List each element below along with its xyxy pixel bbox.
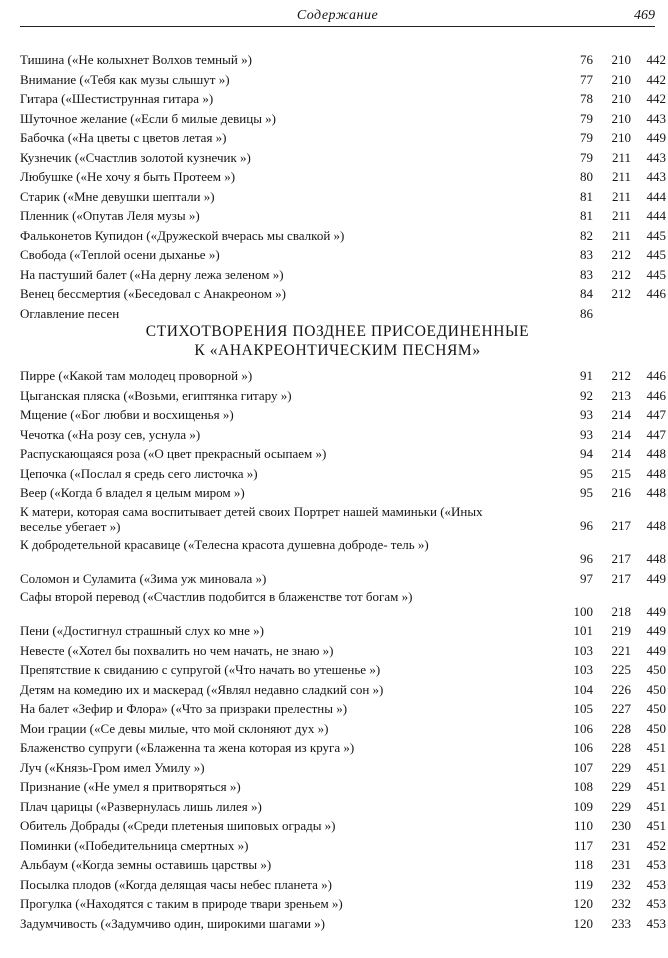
toc-entry-page-3: 448 bbox=[646, 446, 666, 461]
toc-entry bbox=[20, 503, 666, 536]
toc-entry-page-3: 445 bbox=[646, 266, 666, 282]
toc-entry-page-2: 210 bbox=[611, 130, 631, 145]
toc-entry-page-3: 443 bbox=[646, 149, 666, 165]
toc-entry-page-2: 212 bbox=[611, 368, 631, 383]
toc-entry-page-1: 80 bbox=[580, 169, 593, 184]
toc-entry-page-3: 443 bbox=[646, 169, 666, 184]
toc-entry-page-2: 231 bbox=[611, 857, 631, 872]
toc-entry-page-1: 100 bbox=[573, 603, 593, 619]
toc-entry bbox=[20, 167, 666, 187]
toc-entry-page-3: 442 bbox=[646, 91, 666, 106]
toc-entry-title: Признание («Не умел я притворяться ») bbox=[20, 779, 241, 794]
toc-entry-title: Блаженство супруги («Блаженна та жена которая из круга ») bbox=[20, 740, 355, 755]
toc-entry-page-1: 84 bbox=[580, 286, 593, 301]
toc-entry-page-3: 449 bbox=[646, 570, 666, 586]
toc-entry-page-2: 211 bbox=[611, 149, 631, 165]
toc-entry-title: Мщение («Бог любви и восхищенья ») bbox=[20, 407, 234, 422]
toc-entry-page-3: 448 bbox=[646, 551, 666, 566]
toc-entry-page-2: 221 bbox=[611, 642, 631, 658]
toc-entry-page-3: 445 bbox=[646, 247, 666, 262]
toc-entry bbox=[20, 855, 666, 875]
toc-entry-page-2: 211 bbox=[611, 208, 631, 223]
toc-entry bbox=[20, 588, 666, 621]
toc-entry-page-3: 450 bbox=[646, 681, 666, 697]
toc-entry-title: Альбаум («Когда земны оставишь царствы ») bbox=[20, 857, 272, 872]
toc-entry-page-1: 79 bbox=[580, 110, 593, 126]
toc-entry-page-1: 119 bbox=[573, 876, 593, 892]
toc-entry bbox=[20, 50, 666, 70]
toc-entry-page-1: 108 bbox=[573, 779, 593, 794]
toc-entry-title: Препятствие к свиданию с супругой («Что начать во утешенье ») bbox=[20, 662, 381, 677]
toc-entry bbox=[20, 758, 666, 778]
toc-entry bbox=[20, 464, 666, 484]
toc-entry-title: Пленник («Опутав Леля музы ») bbox=[20, 208, 200, 223]
toc-entry-page-2: 217 bbox=[611, 518, 631, 533]
toc-entry-page-3: 451 bbox=[646, 818, 666, 833]
toc-entry-page-2: 230 bbox=[611, 818, 631, 833]
toc-entry-page-3: 446 bbox=[646, 286, 666, 301]
toc-entry-title: Фальконетов Купидон («Дружеской вчерась мы свалкой ») bbox=[20, 227, 345, 243]
toc-entry-page-2: 216 bbox=[611, 485, 631, 500]
toc-entry-page-1: 79 bbox=[580, 130, 593, 145]
toc-entry bbox=[20, 206, 666, 226]
toc-entry-title: Пени («Достигнул страшный слух ко мне ») bbox=[20, 623, 264, 638]
toc-entry-page-1: 117 bbox=[573, 837, 593, 853]
toc-entry-page-2: 211 bbox=[611, 169, 631, 184]
toc-entry-title: Гитара («Шестиструнная гитара ») bbox=[20, 91, 214, 106]
toc-entry-page-1: 78 bbox=[580, 91, 593, 106]
toc-entry-page-2: 211 bbox=[611, 188, 631, 204]
toc-entry-title: Старик («Мне девушки шептали ») bbox=[20, 188, 215, 204]
toc-entry-title: Мои грации («Се девы милые, что мой склоняют дух ») bbox=[20, 720, 329, 736]
toc-entry bbox=[20, 89, 666, 109]
toc-entry-title: Венец бессмертия («Беседовал с Анакреоном ») bbox=[20, 286, 286, 301]
toc-entry bbox=[20, 265, 666, 285]
toc-entry-page-1: 120 bbox=[573, 896, 593, 911]
toc-entry-title: Обитель Добрады («Среди плетеныя шиповых ограды ») bbox=[20, 818, 336, 833]
toc-entry bbox=[20, 536, 666, 569]
toc-entry-page-1: 120 bbox=[573, 915, 593, 931]
toc-entry-page-2: 229 bbox=[611, 798, 631, 814]
toc-entry-page-2: 232 bbox=[611, 876, 631, 892]
toc-entry-page-2: 210 bbox=[611, 52, 631, 67]
toc-section-later-poems bbox=[20, 366, 666, 933]
toc-entry-page-2: 214 bbox=[611, 446, 631, 461]
toc-entry-page-2: 218 bbox=[611, 603, 631, 619]
toc-entry-page-1: 105 bbox=[573, 701, 593, 716]
toc-entry-title: Прогулка («Находятся с таким в природе твари зреньем ») bbox=[20, 896, 343, 911]
toc-entry-page-1: 91 bbox=[580, 368, 593, 383]
toc-entry-page-2: 215 bbox=[611, 465, 631, 481]
toc-entry-page-2: 226 bbox=[611, 681, 631, 697]
toc-entry-page-2: 233 bbox=[611, 915, 631, 931]
toc-entry-page-3: 449 bbox=[646, 603, 666, 619]
toc-entry-page-1: 83 bbox=[580, 266, 593, 282]
section-heading-line-2: К «АНАКРЕОНТИЧЕСКИМ ПЕСНЯМ» bbox=[194, 342, 481, 359]
toc-entry-page-3: 448 bbox=[646, 518, 666, 533]
toc-entry-page-1: 93 bbox=[580, 426, 593, 442]
toc-entry-page-3: 453 bbox=[646, 857, 666, 872]
toc-entry-page-1: 95 bbox=[580, 465, 593, 481]
toc-entry-page-3: 443 bbox=[646, 110, 666, 126]
toc-entry-title: Внимание («Тебя как музы слышут ») bbox=[20, 71, 230, 87]
toc-entry-page-3: 442 bbox=[646, 52, 666, 67]
toc-entry-title: Веер («Когда б владел я целым миром ») bbox=[20, 485, 245, 500]
toc-entry-page-2: 232 bbox=[611, 896, 631, 911]
toc-entry-page-1: 104 bbox=[573, 681, 593, 697]
toc-entry-page-1: 86 bbox=[580, 305, 593, 321]
toc-entry-page-3: 451 bbox=[646, 740, 666, 755]
toc-entry-title: Цыганская пляска («Возьми, египтянка гитару ») bbox=[20, 387, 292, 403]
toc-entry-page-1: 97 bbox=[580, 570, 593, 586]
toc-entry-page-1: 81 bbox=[580, 208, 593, 223]
section-heading-line-1: СТИХОТВОРЕНИЯ ПОЗДНЕЕ ПРИСОЕДИНЕННЫЕ bbox=[145, 323, 530, 340]
toc-entry-title: Чечотка («На розу сев, уснула ») bbox=[20, 426, 201, 442]
toc-entry bbox=[20, 425, 666, 445]
toc-entry-page-1: 82 bbox=[580, 227, 593, 243]
toc-entry bbox=[20, 699, 666, 719]
toc-entry-page-2: 210 bbox=[611, 91, 631, 106]
toc-entry-page-2: 214 bbox=[611, 426, 631, 442]
toc-entry bbox=[20, 914, 666, 934]
toc-entry-page-1: 96 bbox=[580, 551, 593, 566]
toc-entry-page-2: 228 bbox=[611, 740, 631, 755]
toc-entry-page-3: 446 bbox=[646, 368, 666, 383]
toc-entry bbox=[20, 797, 666, 817]
toc-entry bbox=[20, 366, 666, 386]
toc-entry-page-1: 106 bbox=[573, 720, 593, 736]
toc-entry bbox=[20, 738, 666, 758]
toc-entry bbox=[20, 405, 666, 425]
toc-entry-page-2: 211 bbox=[611, 227, 631, 243]
toc-entry-page-3: 442 bbox=[646, 71, 666, 87]
toc-entry-title: Сафы второй перевод («Счастлив подобится в блаженстве тот богам ») bbox=[20, 589, 413, 604]
toc-entry bbox=[20, 836, 666, 856]
toc-entry bbox=[20, 483, 666, 503]
toc-entry-page-2: 228 bbox=[611, 720, 631, 736]
toc-entry-page-1: 81 bbox=[580, 188, 593, 204]
toc-entry-page-3: 450 bbox=[646, 662, 666, 677]
toc-entry-title: Бабочка («На цветы с цветов летая ») bbox=[20, 130, 227, 145]
toc-entry-page-1: 77 bbox=[580, 71, 593, 87]
toc-entry-page-1: 79 bbox=[580, 149, 593, 165]
toc-entry-title: Пирре («Какой там молодец проворной ») bbox=[20, 368, 253, 383]
toc-entry bbox=[20, 187, 666, 207]
toc-entry-title: Детям на комедию их и маскерад («Являл недавно сладкий сон ») bbox=[20, 681, 384, 697]
toc-entry-page-2: 225 bbox=[611, 662, 631, 677]
toc-entry bbox=[20, 660, 666, 680]
toc-entry-page-1: 103 bbox=[573, 662, 593, 677]
toc-entry-title: На балет «Зефир и Флора» («Что за призраки прелестны ») bbox=[20, 701, 348, 716]
toc-entry-page-3: 453 bbox=[646, 896, 666, 911]
toc-entry-title: Оглавление песен bbox=[20, 305, 120, 321]
toc-entry-title: Цепочка («Послал я средь сего листочка ») bbox=[20, 465, 258, 481]
toc-entry-page-3: 452 bbox=[646, 837, 666, 853]
toc-entry-page-3: 444 bbox=[646, 208, 666, 223]
toc-entry bbox=[20, 245, 666, 265]
toc-entry-page-1: 94 bbox=[580, 446, 593, 461]
toc-entry bbox=[20, 284, 666, 304]
toc-entry-page-3: 450 bbox=[646, 720, 666, 736]
toc-entry bbox=[20, 875, 666, 895]
toc-entry-page-1: 103 bbox=[573, 642, 593, 658]
toc-entry-title: Тишина («Не колыхнет Волхов темный ») bbox=[20, 52, 252, 67]
toc-entry bbox=[20, 109, 666, 129]
toc-entry-title: Посылка плодов («Когда делящая часы небес планета ») bbox=[20, 876, 332, 892]
toc-entry-page-1: 109 bbox=[573, 798, 593, 814]
toc-entry-page-3: 449 bbox=[646, 130, 666, 145]
toc-entry-title: Распускающаяся роза («О цвет прекрасный осыпаем ») bbox=[20, 446, 327, 461]
toc-entry-page-2: 212 bbox=[611, 247, 631, 262]
toc-entry bbox=[20, 70, 666, 90]
toc-entry bbox=[20, 148, 666, 168]
toc-entry-page-2: 231 bbox=[611, 837, 631, 853]
toc-entry bbox=[20, 894, 666, 914]
toc-entry-page-2: 229 bbox=[611, 779, 631, 794]
toc-entry-page-1: 101 bbox=[573, 623, 593, 638]
toc-entry-page-1: 107 bbox=[573, 759, 593, 775]
toc-entry-page-1: 93 bbox=[580, 407, 593, 422]
toc-entry-page-2: 217 bbox=[611, 551, 631, 566]
section-heading bbox=[20, 322, 655, 360]
toc-entry-page-2: 229 bbox=[611, 759, 631, 775]
toc-entry-page-3: 448 bbox=[646, 485, 666, 500]
toc-entry-page-2: 219 bbox=[611, 623, 631, 638]
toc-entry-page-3: 451 bbox=[646, 759, 666, 775]
toc-entry-page-2: 210 bbox=[611, 110, 631, 126]
toc-entry bbox=[20, 569, 666, 589]
toc-entry bbox=[20, 816, 666, 836]
toc-entry-title: Свобода («Теплой осени дыханье ») bbox=[20, 247, 220, 262]
toc-entry bbox=[20, 226, 666, 246]
toc-entry bbox=[20, 444, 666, 464]
toc-entry-page-3: 447 bbox=[646, 426, 666, 442]
toc-entry-page-2: 213 bbox=[611, 387, 631, 403]
toc-entry-title: Кузнечик («Счастлив золотой кузнечик ») bbox=[20, 149, 251, 165]
toc-entry-page-1: 118 bbox=[573, 857, 593, 872]
toc-entry-title: К матери, которая сама воспитывает детей своих Портрет нашей маминьки («Иных веселье убегает ») bbox=[20, 503, 483, 534]
toc-entry-page-3: 449 bbox=[646, 642, 666, 658]
toc-entry-page-2: 227 bbox=[611, 701, 631, 716]
toc-entry bbox=[20, 777, 666, 797]
toc-entry-title: К добродетельной красавице («Телесна красота душевна доброде- тель ») bbox=[20, 536, 429, 552]
toc-entry bbox=[20, 386, 666, 406]
toc-entry-page-3: 446 bbox=[646, 387, 666, 403]
toc-entry-title: Задумчивость («Задумчиво один, широкими шагами ») bbox=[20, 915, 325, 931]
toc-entry-title: Невесте («Хотел бы похвалить но чем начать, не знаю ») bbox=[20, 642, 334, 658]
toc-entry-title: На пастуший балет («На дерну лежа зеленом ») bbox=[20, 266, 284, 282]
toc-entry-title: Плач царицы («Развернулась лишь лилея ») bbox=[20, 798, 262, 814]
toc-entry-page-3: 445 bbox=[646, 227, 666, 243]
toc-entry-page-1: 110 bbox=[573, 818, 593, 833]
toc-entry bbox=[20, 621, 666, 641]
toc-entry-page-3: 447 bbox=[646, 407, 666, 422]
toc-entry-title: Соломон и Суламита («Зима уж миновала ») bbox=[20, 570, 267, 586]
toc-entry-page-3: 449 bbox=[646, 623, 666, 638]
toc-entry-page-1: 83 bbox=[580, 247, 593, 262]
toc-entry bbox=[20, 719, 666, 739]
toc-entry-page-3: 453 bbox=[646, 876, 666, 892]
toc-entry-page-1: 95 bbox=[580, 485, 593, 500]
page-number: 469 bbox=[634, 8, 655, 23]
running-header-title: Содержание bbox=[296, 8, 379, 23]
toc-entry bbox=[20, 680, 666, 700]
toc-entry-title: Поминки («Победительница смертных ») bbox=[20, 837, 249, 853]
toc-entry-page-3: 444 bbox=[646, 188, 666, 204]
toc-entry-page-1: 76 bbox=[580, 52, 593, 67]
toc-entry-page-2: 214 bbox=[611, 407, 631, 422]
toc-entry-page-1: 96 bbox=[580, 518, 593, 533]
toc-entry-page-2: 217 bbox=[611, 570, 631, 586]
toc-entry-page-1: 92 bbox=[580, 387, 593, 403]
toc-entry-page-3: 448 bbox=[646, 465, 666, 481]
toc-entry-page-2: 212 bbox=[611, 286, 631, 301]
toc-entry-title: Луч («Князь-Гром имел Умилу ») bbox=[20, 759, 205, 775]
toc-entry-page-3: 450 bbox=[646, 701, 666, 716]
toc-entry-page-2: 210 bbox=[611, 71, 631, 87]
toc-entry-page-1: 106 bbox=[573, 740, 593, 755]
toc-section-anacreontic-songs bbox=[20, 50, 666, 323]
toc-entry-title: Любушке («Не хочу я быть Протеем ») bbox=[20, 169, 236, 184]
toc-entry bbox=[20, 128, 666, 148]
toc-entry bbox=[20, 641, 666, 661]
toc-entry-page-3: 451 bbox=[646, 779, 666, 794]
running-header bbox=[20, 4, 655, 27]
toc-entry-page-3: 451 bbox=[646, 798, 666, 814]
toc-entry bbox=[20, 304, 655, 324]
toc-entry-title: Шуточное желание («Если б милые девицы ») bbox=[20, 110, 277, 126]
toc-entry-page-3: 453 bbox=[646, 915, 666, 931]
toc-entry-page-2: 212 bbox=[611, 266, 631, 282]
